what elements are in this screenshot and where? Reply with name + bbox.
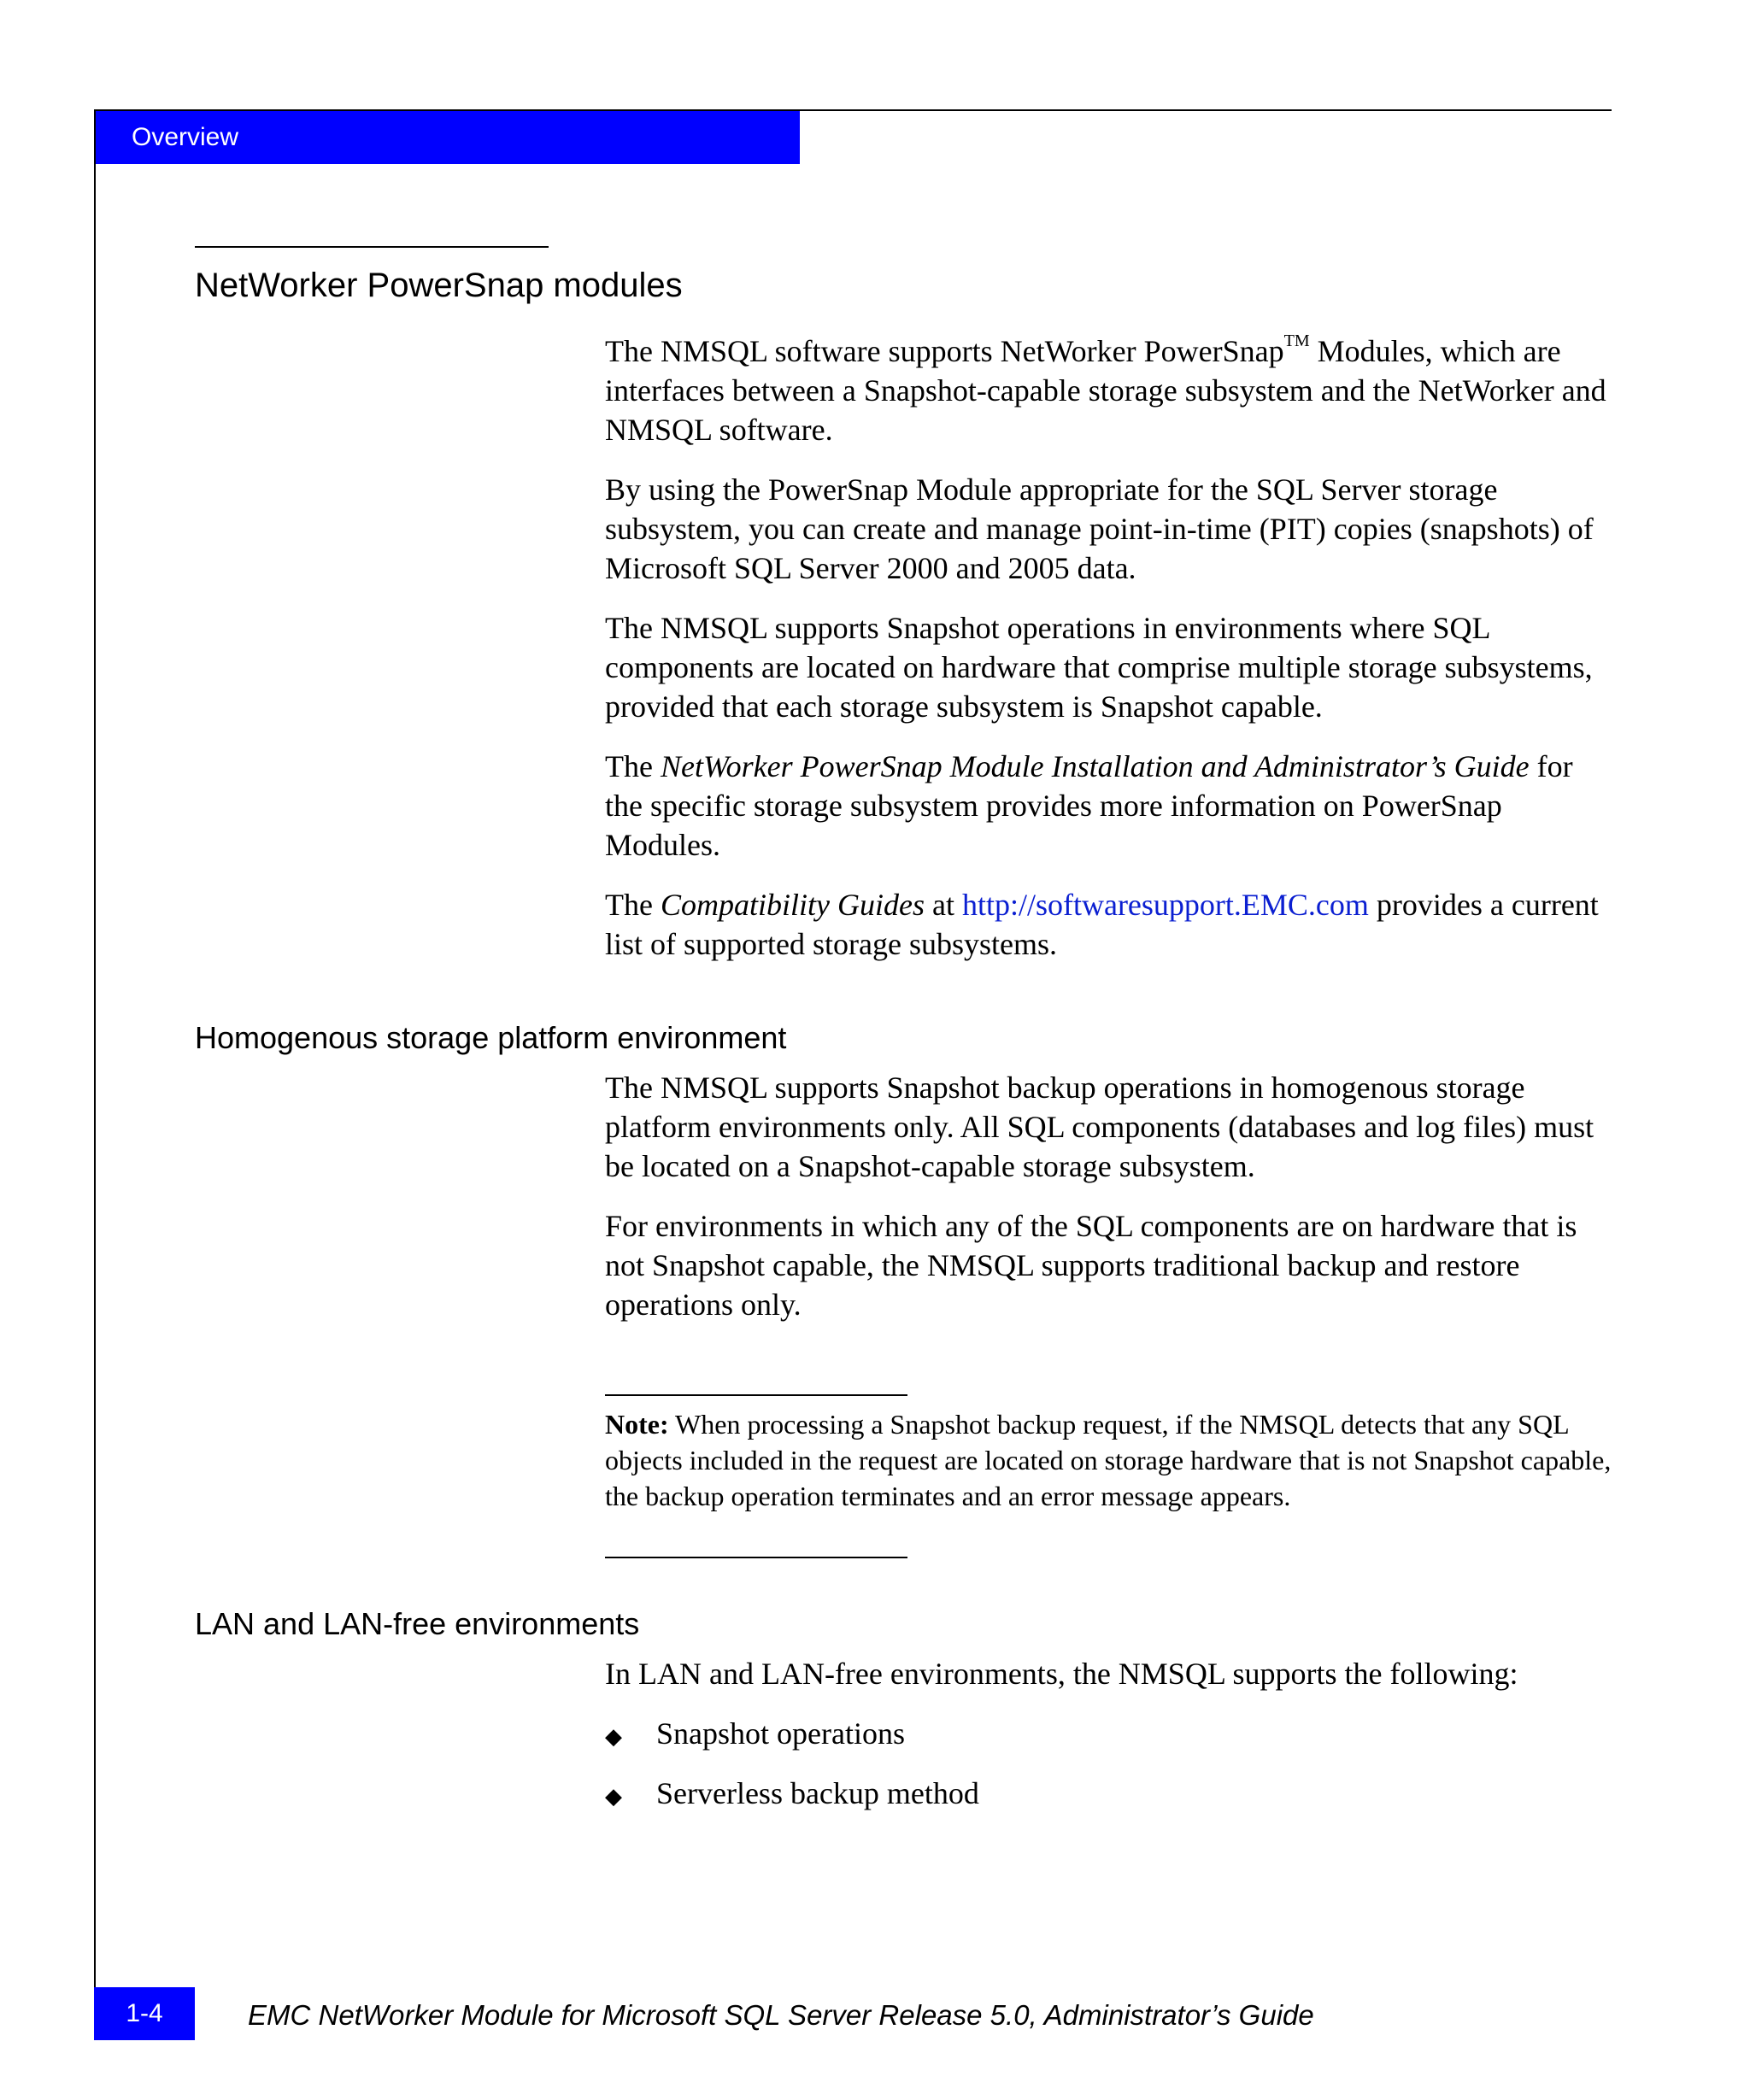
paragraph: The Compatibility Guides at http://softwaresupport.EMC.com provides a current list of supported storage subsystems. [605, 888, 1599, 961]
section-heading-homogenous: Homogenous storage platform environment [195, 1020, 787, 1055]
footer-title: EMC NetWorker Module for Microsoft SQL Server Release 5.0, Administrator’s Guide [248, 1999, 1314, 2031]
left-margin-rule [94, 111, 96, 2040]
paragraph: The NMSQL software supports NetWorker PowerSnap™ Modules, which are interfaces between a Snapshot-capable storage subsystem and the NetWorker and NMSQL software. [605, 331, 1606, 447]
trademark-symbol: TM [1283, 331, 1310, 350]
support-link[interactable]: http://softwaresupport.EMC.com [961, 888, 1369, 922]
list-item: ◆ Snapshot operations [605, 1714, 1612, 1757]
section-tab: Overview [94, 111, 800, 164]
note-rule-bottom [605, 1557, 907, 1558]
paragraph: The NMSQL supports Snapshot operations in environments where SQL components are located on hardware that comprise multiple storage subsystems, provided that each storage subsystem is Snapshot capable. [605, 611, 1593, 724]
note: Note: When processing a Snapshot backup request, if the NMSQL detects that any SQL objects included in the request are located on storage hardware that is not Snapshot capable, the backup operation terminates and an error message appears. [605, 1409, 1612, 1511]
guide-title: NetWorker PowerSnap Module Installation and Administrator’s Guide [660, 749, 1530, 783]
section-heading-lan: LAN and LAN-free environments [195, 1606, 640, 1641]
diamond-bullet-icon: ◆ [605, 1784, 622, 1809]
list-item: ◆ Serverless backup method [605, 1774, 1612, 1816]
note-label: Note: [605, 1409, 669, 1440]
section-heading-powersnap: NetWorker PowerSnap modules [195, 267, 683, 304]
section1-body [605, 321, 1612, 964]
paragraph: For environments in which any of the SQL components are on hardware that is not Snapshot capable, the NMSQL supports traditional backup and restore operations only. [605, 1209, 1577, 1322]
section2-body [605, 1068, 1612, 1324]
paragraph: The NetWorker PowerSnap Module Installation and Administrator’s Guide for the specific storage subsystem provides more information on PowerSnap Modules. [605, 749, 1573, 862]
paragraph: In LAN and LAN-free environments, the NMSQL supports the following: [605, 1657, 1518, 1691]
paragraph: The NMSQL supports Snapshot backup operations in homogenous storage platform environments only. All SQL components (databases and log files) must be located on a Snapshot-capable storage subsystem. [605, 1071, 1594, 1183]
paragraph: By using the PowerSnap Module appropriate for the SQL Server storage subsystem, you can create and manage point-in-time (PIT) copies (snapshots) of Microsoft SQL Server 2000 and 2005 data. [605, 472, 1594, 585]
compatibility-guides-title: Compatibility Guides [660, 888, 925, 922]
page-number: 1-4 [94, 1987, 195, 2040]
note-rule-top [605, 1394, 907, 1396]
section3-body [605, 1654, 1612, 1816]
diamond-bullet-icon: ◆ [605, 1724, 622, 1749]
section-rule [195, 246, 549, 248]
